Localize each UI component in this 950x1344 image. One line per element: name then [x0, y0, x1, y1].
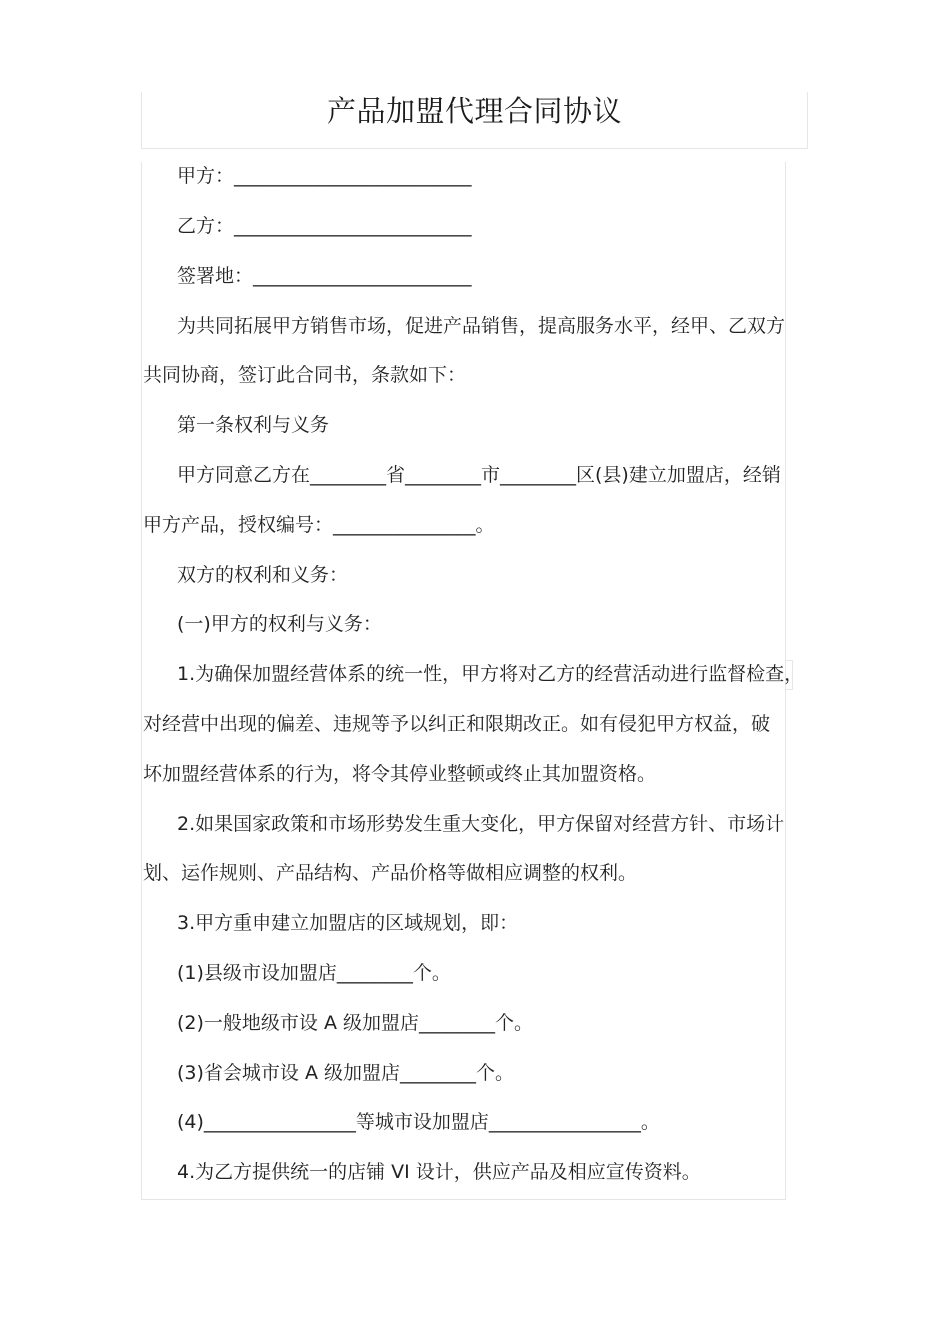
paragraph-line: 划、运作规则、产品结构、产品价格等做相应调整的权利。: [143, 862, 638, 884]
party-a-line: 甲方：_________________________: [177, 165, 472, 187]
list-item: (3)省会城市设 A 级加盟店________个。: [177, 1062, 514, 1084]
paragraph-line: 坏加盟经营体系的行为，将令其停业整顿或终止其加盟资格。: [143, 763, 657, 785]
list-item: (1)县级市设加盟店________个。: [177, 962, 451, 984]
party-b-line: 乙方：_________________________: [177, 215, 472, 237]
paragraph-line: 3.甲方重申建立加盟店的区域规划，即：: [177, 912, 519, 934]
paragraph-line: 甲方产品，授权编号：_______________。: [143, 514, 495, 536]
list-item: (2)一般地级市设 A 级加盟店________个。: [177, 1012, 533, 1034]
paragraph-line: 双方的权利和义务：: [177, 564, 349, 586]
paragraph-line: 对经营中出现的偏差、违规等予以纠正和限期改正。如有侵犯甲方权益，破: [143, 713, 771, 735]
paragraph-line: 为共同拓展甲方销售市场，促进产品销售，提高服务水平，经甲、乙双方: [177, 315, 786, 337]
signing-place-line: 签署地：_______________________: [177, 265, 472, 287]
paragraph-line: 甲方同意乙方在________省________市________区(县)建立加盟店，经销: [177, 464, 781, 486]
paragraph-line: 4.为乙方提供统一的店铺 VI 设计，供应产品及相应宣传资料。: [177, 1161, 701, 1183]
title-frame: [141, 92, 808, 149]
paragraph-line: 2.如果国家政策和市场形势发生重大变化，甲方保留对经营方针、市场计: [177, 813, 785, 835]
paragraph-line: 1.为确保加盟经营体系的统一性，甲方将对乙方的经营活动进行监督检查，: [177, 663, 804, 685]
section-heading: 第一条权利与义务: [177, 414, 330, 436]
list-item: (4)________________等城市设加盟店________________。: [177, 1111, 660, 1133]
paragraph-line: 共同协商，签订此合同书，条款如下：: [143, 364, 467, 386]
document-title: 产品加盟代理合同协议: [326, 94, 622, 128]
subsection-heading: (一)甲方的权利与义务：: [177, 613, 382, 635]
